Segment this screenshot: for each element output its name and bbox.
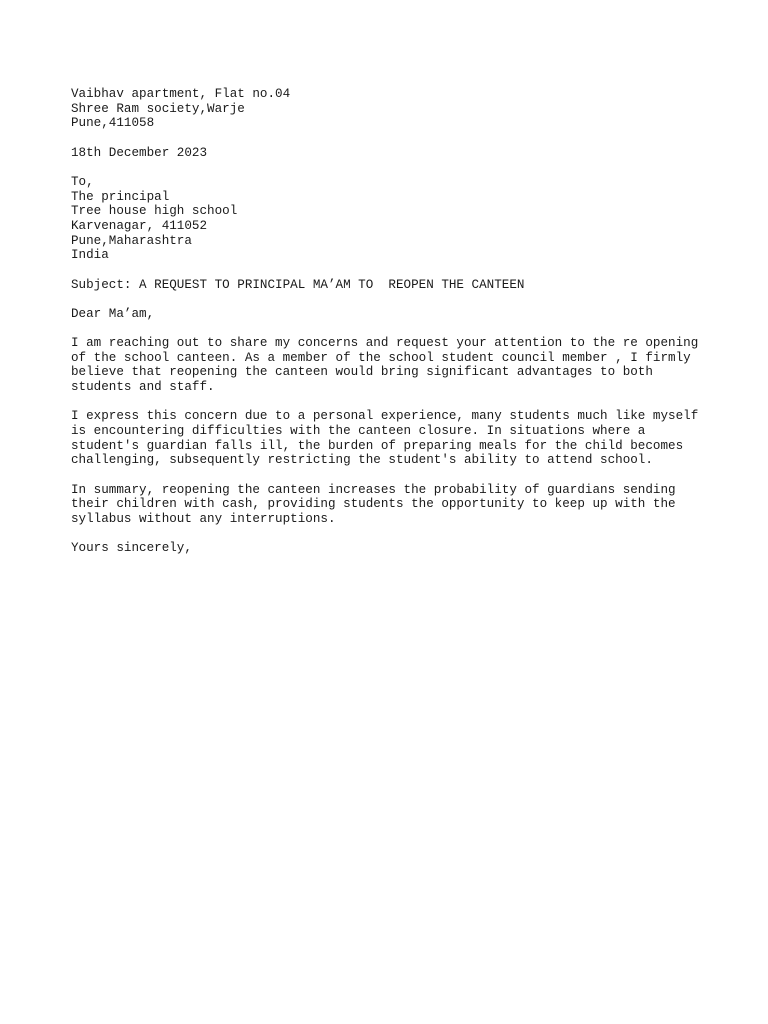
- body-paragraph-2: [71, 409, 711, 468]
- salutation: [71, 307, 711, 322]
- paragraph-line: In summary, reopening the canteen increases the probability of guardians sending: [71, 482, 676, 497]
- recipient-line: To,: [71, 174, 94, 189]
- letter-body: [71, 87, 711, 570]
- closing-text: Yours sincerely,: [71, 541, 192, 556]
- recipient-line: India: [71, 248, 109, 263]
- body-paragraph-1: [71, 336, 711, 395]
- paragraph-line: I am reaching out to share my concerns and request your attention to the re opening: [71, 335, 699, 350]
- sender-address-line: Vaibhav apartment, Flat no.04: [71, 87, 291, 101]
- sender-address-line: Shree Ram society,Warje: [71, 101, 245, 116]
- recipient-line: Karvenagar, 411052: [71, 218, 208, 233]
- sender-address: [71, 87, 711, 131]
- closing: [71, 541, 711, 556]
- paragraph-line: believe that reopening the canteen would bring significant advantages to both: [71, 365, 653, 380]
- paragraph-line: challenging, subsequently restricting the student's ability to attend school.: [71, 453, 653, 468]
- paragraph-line: I express this concern due to a personal experience, many students much like myself: [71, 409, 699, 424]
- paragraph-line: of the school canteen. As a member of the school student council member , I firmly: [71, 350, 691, 365]
- paragraph-line: their children with cash, providing students the opportunity to keep up with the: [71, 497, 676, 512]
- letter-date: [71, 146, 711, 161]
- body-paragraph-3: [71, 483, 711, 527]
- date-text: 18th December 2023: [71, 145, 208, 160]
- recipient-line: Pune,Maharashtra: [71, 233, 192, 248]
- recipient-line: Tree house high school: [71, 204, 238, 219]
- paragraph-line: is encountering difficulties with the canteen closure. In situations where a: [71, 423, 646, 438]
- paragraph-line: student's guardian falls ill, the burden of preparing meals for the child becomes: [71, 438, 684, 453]
- recipient-address: [71, 175, 711, 263]
- subject-line: [71, 278, 711, 293]
- subject-text: Subject: A REQUEST TO PRINCIPAL MA’AM TO REOPEN THE CANTEEN: [71, 277, 525, 292]
- paragraph-line: students and staff.: [71, 380, 215, 395]
- sender-address-line: Pune,411058: [71, 116, 155, 131]
- paragraph-line: syllabus without any interruptions.: [71, 511, 336, 526]
- salutation-text: Dear Ma’am,: [71, 306, 155, 321]
- recipient-line: The principal: [71, 189, 170, 204]
